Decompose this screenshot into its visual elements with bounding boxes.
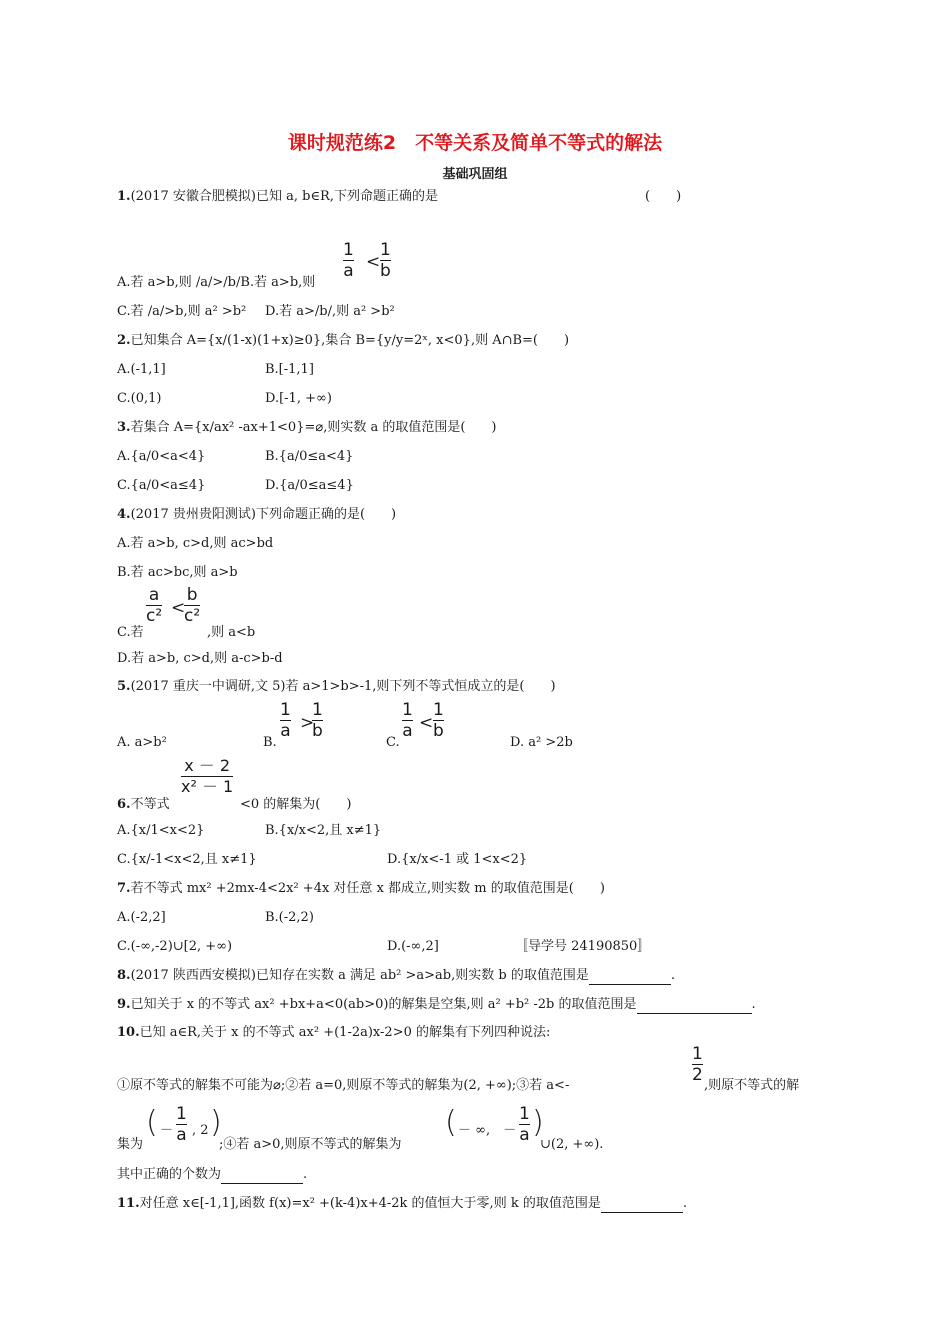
question-9-stem: 9.已知关于 x 的不等式 ax² +bx+a<0(ab>0)的解集是空集,则 a² +b² -2b 的取值范围是 .: [117, 997, 756, 1012]
left-paren: (: [146, 1105, 158, 1140]
section-subtitle: 基础巩固组: [442, 167, 508, 182]
question-1-option-ab: A.若 a>b,则 /a/>/b/B.若 a>b,则: [117, 275, 316, 290]
fraction-1-over-b: 1 b: [312, 700, 323, 741]
question-10-statements-line1: ①原不等式的解集不可能为⌀;②若 a=0,则原不等式的解集为(2, +∞);③若 a<-: [117, 1078, 570, 1093]
right-paren: ): [532, 1105, 544, 1140]
answer-blank[interactable]: [221, 1169, 303, 1184]
question-1-option-c: C.若 /a/>b,则 a² >b²: [117, 304, 247, 319]
question-10-statements-line2-mid: ;④若 a>0,则原不等式的解集为: [219, 1137, 402, 1152]
question-6-option-b: B.{x/x<2,且 x≠1}: [265, 823, 382, 838]
fraction-1-over-a: 1 a: [343, 240, 354, 281]
answer-blank[interactable]: [589, 970, 671, 985]
question-5-option-c-label: C.: [386, 735, 400, 750]
question-3-option-a: A.{a/0<a<4}: [117, 449, 206, 464]
question-4-option-d: D.若 a>b, c>d,则 a-c>b-d: [117, 651, 283, 666]
question-4-option-c-prefix: C.若: [117, 625, 144, 640]
question-6-option-c: C.{x/-1<x<2,且 x≠1}: [117, 852, 257, 867]
question-1-stem: 1.(2017 安徽合肥模拟)已知 a, b∈R,下列命题正确的是: [117, 189, 438, 204]
question-1-option-d: D.若 a>/b/,则 a² >b²: [265, 304, 395, 319]
question-5-option-a: A. a>b²: [117, 735, 167, 750]
answer-blank[interactable]: [637, 999, 752, 1014]
left-paren: (: [445, 1105, 457, 1140]
fraction-a-over-c-squared: a c²: [146, 585, 163, 626]
question-5-stem: 5.(2017 重庆一中调研,文 5)若 a>1>b>-1,则下列不等式恒成立的是( ): [117, 679, 556, 694]
question-7-option-d: D.(-∞,2]: [387, 939, 439, 954]
question-3-option-d: D.{a/0≤a≤4}: [265, 478, 354, 493]
question-10-statements-line1-end: ,则原不等式的解: [704, 1078, 800, 1093]
fraction-1-over-a: 1 a: [176, 1104, 187, 1145]
fraction-x-minus-2-over-x-squared-minus-1: x － 2 x² － 1: [181, 756, 234, 796]
question-5-option-b-label: B.: [263, 735, 277, 750]
interval-upper-bound: , 2: [192, 1123, 209, 1138]
question-11-stem: 11.对任意 x∈[-1,1],函数 f(x)=x² +(k-4)x+4-2k 的值恒大于零,则 k 的取值范围是 .: [117, 1196, 687, 1211]
question-7-option-b: B.(-2,2): [265, 910, 314, 925]
less-than-sign: <: [366, 252, 381, 272]
question-8-stem: 8.(2017 陕西西安模拟)已知存在实数 a 满足 ab² >a>ab,则实数 b 的取值范围是 .: [117, 968, 675, 983]
question-3-stem: 3.若集合 A={x/ax² -ax+1<0}=⌀,则实数 a 的取值范围是( ): [117, 420, 497, 435]
question-4-option-b: B.若 ac>bc,则 a>b: [117, 565, 238, 580]
question-10-statements-line2-prefix: 集为: [117, 1137, 144, 1152]
fraction-1-over-2: 1 2: [692, 1044, 703, 1085]
fraction-1-over-a: 1 a: [280, 700, 291, 741]
answer-paren: ( ): [645, 189, 682, 204]
question-10-stem: 10.已知 a∈R,关于 x 的不等式 ax² +(1-2a)x-2>0 的解集有下列四种说法:: [117, 1025, 551, 1040]
right-paren: ): [210, 1105, 222, 1140]
question-2-option-a: A.(-1,1]: [117, 362, 166, 377]
question-10-count-prompt: 其中正确的个数为 .: [117, 1167, 308, 1182]
guide-number-tag: 〚导学号 24190850〛: [515, 939, 651, 954]
question-6-option-a: A.{x/1<x<2}: [117, 823, 205, 838]
question-2-option-c: C.(0,1): [117, 391, 162, 406]
question-6-option-d: D.{x/x<-1 或 1<x<2}: [387, 852, 528, 867]
less-than-sign: <: [171, 598, 186, 618]
question-5-option-d: D. a² >2b: [510, 735, 573, 750]
answer-blank[interactable]: [601, 1198, 683, 1213]
page-title: 课时规范练2 不等关系及简单不等式的解法: [287, 132, 663, 154]
question-2-option-b: B.[-1,1]: [265, 362, 314, 377]
question-2-stem: 2.已知集合 A={x/(1-x)(1+x)≥0},集合 B={y/y=2ˣ, x<0},则 A∩B=( ): [117, 333, 570, 348]
question-3-option-b: B.{a/0≤a<4}: [265, 449, 354, 464]
question-4-option-c-suffix: ,则 a<b: [207, 625, 256, 640]
question-6-stem-prefix: 6.不等式: [117, 797, 170, 812]
question-4-stem: 4.(2017 贵州贵阳测试)下列命题正确的是( ): [117, 507, 397, 522]
question-7-stem: 7.若不等式 mx² +2mx-4<2x² +4x 对任意 x 都成立,则实数 m 的取值范围是( ): [117, 881, 605, 896]
fraction-b-over-c-squared: b c²: [184, 585, 201, 626]
fraction-1-over-b: 1 b: [380, 240, 391, 281]
greater-than-sign: >: [300, 713, 315, 733]
question-6-stem-suffix: <0 的解集为( ): [240, 797, 352, 812]
fraction-1-over-a: 1 a: [402, 700, 413, 741]
question-10-statements-line2-end: ∪(2, +∞).: [540, 1137, 604, 1152]
less-than-sign: <: [419, 713, 434, 733]
fraction-1-over-a: 1 a: [519, 1104, 530, 1145]
interval-lower-bound: － ∞, －: [458, 1123, 517, 1138]
question-2-option-d: D.[-1, +∞): [265, 391, 332, 406]
question-7-option-a: A.(-2,2]: [117, 910, 166, 925]
question-3-option-c: C.{a/0<a≤4}: [117, 478, 206, 493]
minus-sign: －: [160, 1123, 174, 1138]
fraction-1-over-b: 1 b: [433, 700, 444, 741]
question-7-option-c: C.(-∞,-2)∪[2, +∞): [117, 939, 233, 954]
question-4-option-a: A.若 a>b, c>d,则 ac>bd: [117, 536, 274, 551]
